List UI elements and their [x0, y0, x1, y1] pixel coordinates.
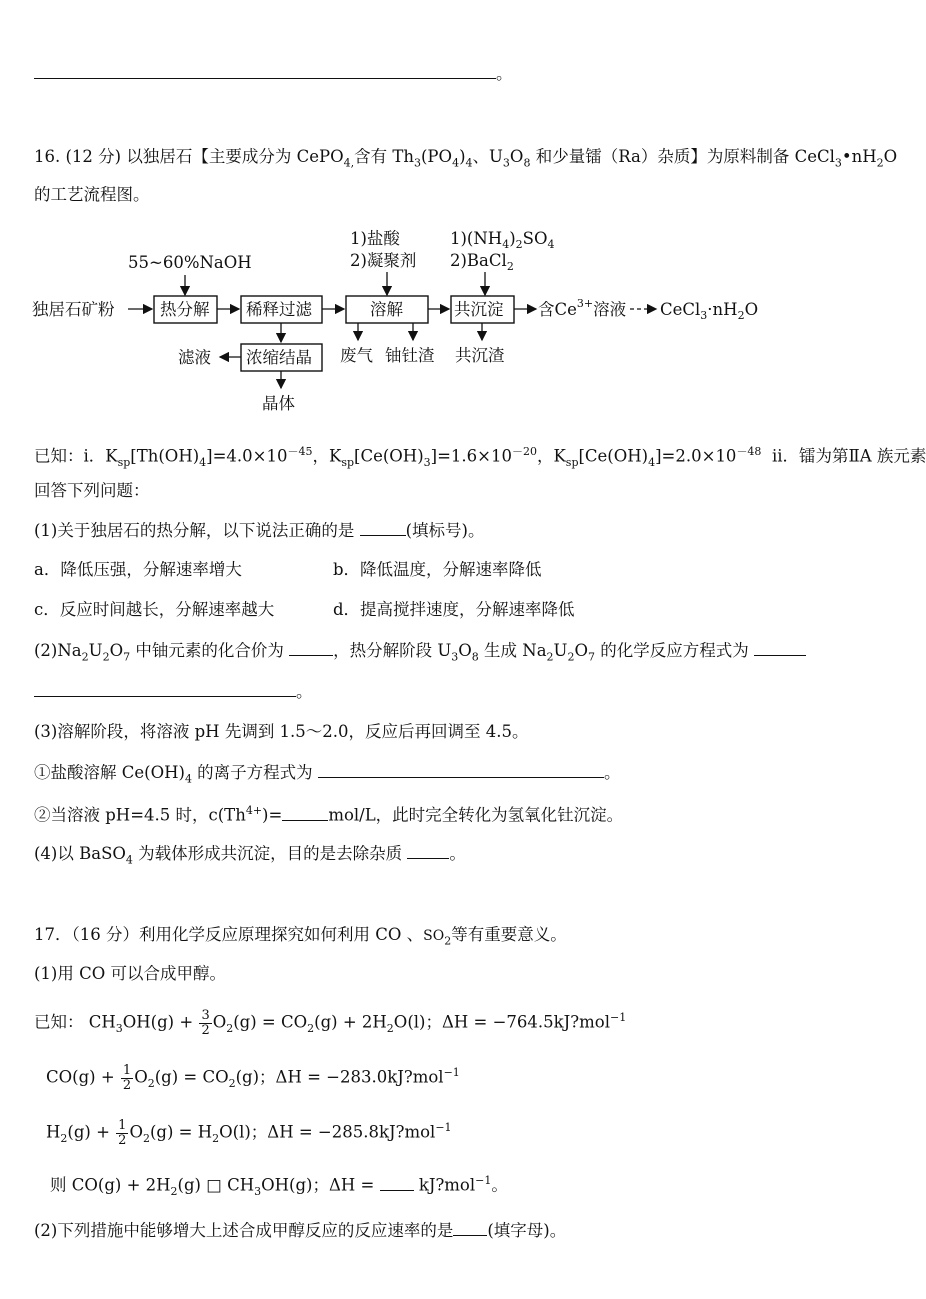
q16-part3-2: ②当溶液 pH=4.5 时，$c(Th^{4+})= mol/L$，此时完全转化为氢氧化钍沉淀。: [34, 804, 624, 825]
q16-part2-cont: 。: [34, 680, 313, 703]
known-constants: 已知：i．$K_{sp}[Th(OH)_4]=4.0\times 10^{-45}$，$K_{sp}[Ce(OH)_3]=1.6\times 10^{-20}$，$K_{sp}[Ce(OH)_4]=2.0\times 10^{-48}$ ii．镭为第ⅡA 族元素: [34, 445, 926, 469]
q17-part2: (2)下列措施中能够增大上述合成甲醇反应的反应速率的是 (填字母)。: [34, 1221, 567, 1240]
filtrate-label: 滤液: [178, 348, 211, 367]
fraction: $\frac{1}{2}$: [122, 1062, 132, 1093]
option-c: c．反应时间越长，分解速率越大: [34, 600, 275, 619]
answer-blank: [34, 62, 496, 79]
answer-blank: [407, 842, 449, 859]
q16-part1: (1)关于独居石的热分解，以下说法正确的是 (填标号)。: [34, 521, 485, 540]
q16-part3: (3)溶解阶段，将溶液 pH 先调到 1.5～2.0，反应后再回调至 4.5。: [34, 722, 529, 741]
top-answer-line: 。: [34, 62, 513, 85]
equation-3: $H_2(g)$ + $\frac{1}{2}$ $O_2(g) = H_2O(l)$；ΔH = −285.8kJ?mol$^{-1}$: [46, 1117, 452, 1148]
answer-blank: [289, 639, 333, 656]
reagent-flocculant: 2)凝聚剂: [350, 251, 417, 270]
q17-part1: (1)用 CO 可以合成甲醇。: [34, 964, 227, 983]
svg-text:共沉淀: 共沉淀: [454, 300, 504, 319]
answer-intro: 回答下列问题：: [34, 481, 150, 500]
equation-2: CO(g) + $\frac{1}{2}$ $O_2(g) = CO_2(g)$；ΔH = −283.0kJ?mol$^{-1}$: [46, 1062, 460, 1093]
q16-part4: (4)以 BaSO$_4$ 为载体形成共沉淀，目的是去除杂质 。: [34, 844, 466, 867]
process-flow-diagram: [30, 225, 790, 420]
reagent-naoh: 55~60%NaOH: [128, 253, 252, 272]
svg-text:溶解: 溶解: [370, 300, 403, 319]
option-b: b．降低温度，分解速率降低: [333, 560, 542, 579]
svg-text:热分解: 热分解: [160, 300, 210, 319]
product-ce3-solution: 含$Ce^{3+}$溶液: [538, 297, 627, 319]
u-th-residue-label: 铀钍渣: [385, 346, 435, 365]
q16-part3-1: ①盐酸溶解 $Ce(OH)_4$ 的离子方程式为 。: [34, 763, 621, 786]
reagent-hcl: 1)盐酸: [350, 229, 400, 248]
answer-blank: [318, 761, 604, 778]
reagent-bacl2: 2)BaCl$_2$: [450, 251, 514, 273]
q16-header: 16. (12 分) 以独居石【主要成分为 CePO$_{4,}$含有 $Th_3(PO_4)_4$、$U_3O_8$ 和少量镭（Ra）杂质】为原料制备 $CeCl_3•nH_2O$: [34, 147, 898, 170]
q17-header: 17．（16 分）利用化学反应原理探究如何利用 CO 、$SO_2$等有重要意义。: [34, 925, 567, 948]
fraction: $\frac{1}{2}$: [118, 1117, 127, 1148]
crystal-label: 晶体: [262, 394, 295, 413]
answer-blank: [453, 1219, 487, 1236]
product-cecl3: $CeCl_3\cdot nH_2O$: [660, 300, 759, 322]
answer-blank: [34, 680, 296, 697]
svg-text:浓缩结晶: 浓缩结晶: [246, 348, 312, 367]
answer-blank: [754, 639, 806, 656]
equation-1: 已知： $CH_3OH(g)$ + $\frac{3}{2}$ $O_2(g) = CO_2(g) + 2H_2O(l)$；ΔH = −764.5kJ?mol$^{-1}$: [34, 1007, 627, 1038]
coprecipitate-residue-label: 共沉渣: [455, 346, 505, 365]
equation-4: 则 $CO(g) + 2H_2(g)$ □ $CH_3OH(g)$；ΔH = kJ?mol$^{-1}$。: [50, 1174, 508, 1198]
option-d: d．提高搅拌速度，分解速率降低: [333, 600, 575, 619]
raw-material-label: 独居石矿粉: [32, 300, 115, 319]
option-a: a．降低压强，分解速率增大: [34, 560, 242, 579]
answer-blank: [380, 1174, 414, 1191]
q16-header-line2: 的工艺流程图。: [34, 185, 150, 204]
answer-blank: [360, 519, 406, 536]
answer-blank: [282, 804, 328, 821]
q16-part2: $(2)Na_2U_2O_7$ 中铀元素的化合价为 ，热分解阶段 $U_3O_8$ 生成 $Na_2U_2O_7$ 的化学反应方程式为: [34, 639, 806, 668]
svg-text:稀释过滤: 稀释过滤: [246, 300, 312, 319]
waste-gas-label: 废气: [340, 346, 373, 365]
reagent-ammonium-sulfate: $1)(NH_4)_2SO_4$: [450, 229, 555, 251]
fraction: $\frac{3}{2}$: [201, 1007, 210, 1038]
